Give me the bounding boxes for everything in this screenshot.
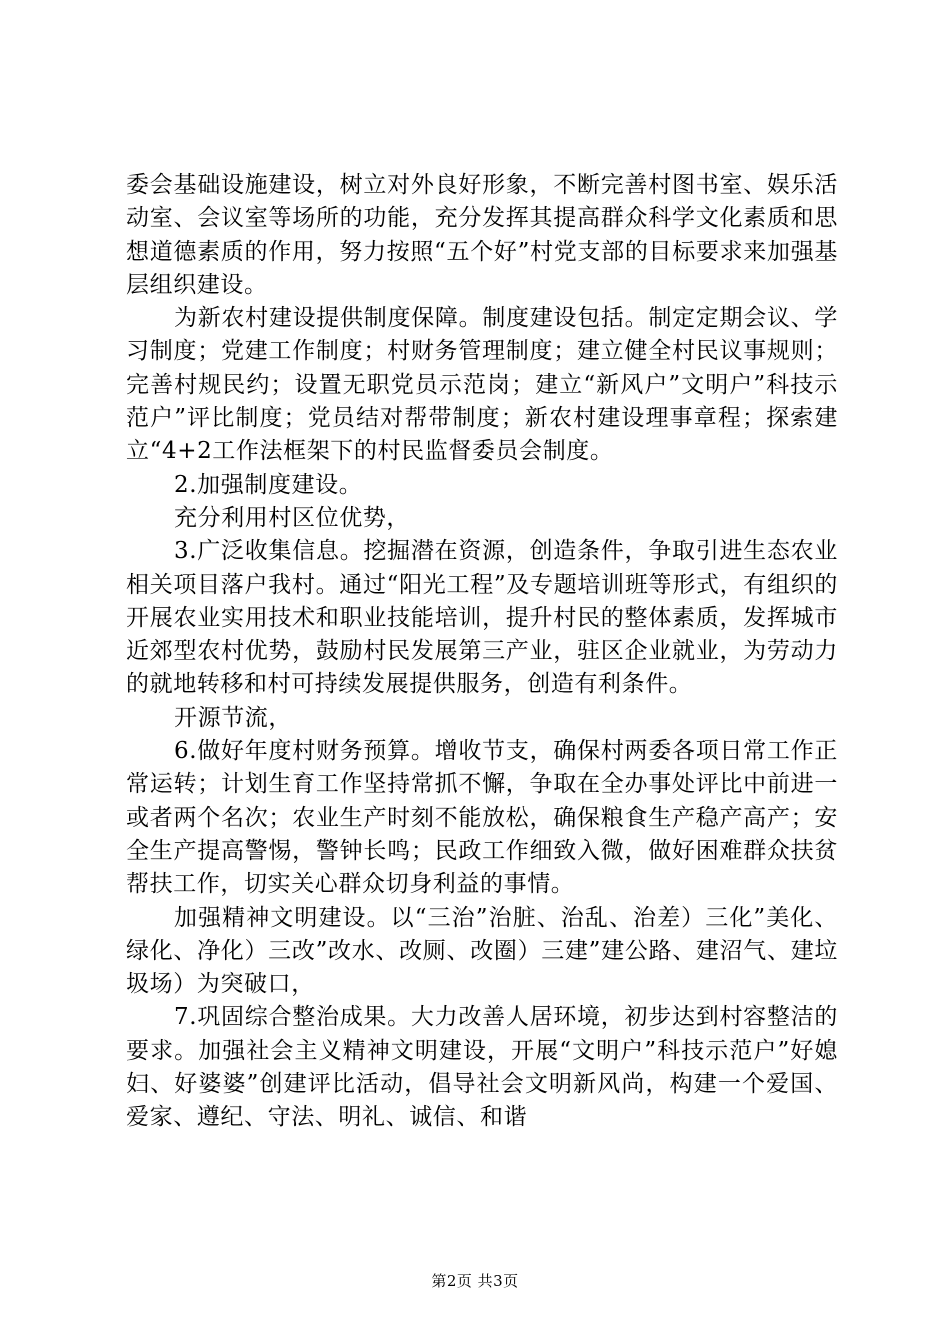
paragraph-9: 7.巩固综合整治成果。大力改善人居环境，初步达到村容整洁的要求。加强社会主义精神文明建设，开展“文明户”科技示范户”好媳妇、好婆婆”创建评比活动，倡导社会文明新风尚，构建一个爱国、爱家、遵纪、守法、明礼、诚信、和谐 — [126, 1004, 838, 1131]
paragraph-1: 委会基础设施建设，树立对外良好形象，不断完善村图书室、娱乐活动室、会议室等场所的功能，充分发挥其提高群众科学文化素质和思想道德素质的作用，努力按照“五个好”村党支部的目标要求来加强基层组织建设。 — [126, 172, 838, 298]
paragraph-8: 加强精神文明建设。以“三治”治脏、治乱、治差）三化”美化、绿化、净化）三改”改水、改厕、改圈）三建”建公路、建沼气、建垃圾场）为突破口， — [126, 904, 838, 998]
paragraph-4: 充分利用村区位优势， — [174, 504, 410, 531]
paragraph-5: 3.广泛收集信息。挖掘潜在资源，创造条件，争取引进生态农业相关项目落户我村。通过“阳光工程”及专题培训班等形式，有组织的开展农业实用技术和职业技能培训，提升村民的整体素质，发挥城市近郊型农村优势，鼓励村民发展第三产业，驻区企业就业，为劳动力的就地转移和村可持续发展提供服务，创造有利条件。 — [126, 538, 838, 698]
paragraph-3: 2.加强制度建设。 — [174, 471, 363, 498]
paragraph-7: 6.做好年度村财务预算。增收节支，确保村两委各项日常工作正常运转；计划生育工作坚持常抓不懈，争取在全办事处评比中前进一或者两个名次；农业生产时刻不能放松，确保粮食生产稳产高产；安全生产提高警惕，警钟长鸣；民政工作细致入微，做好困难群众扶贫帮扶工作，切实关心群众切身利益的事情。 — [126, 738, 838, 898]
page-number-footer: 第2页 共3页 — [431, 1272, 519, 1290]
paragraph-2: 为新农村建设提供制度保障。制度建设包括。制定定期会议、学习制度；党建工作制度；村财务管理制度；建立健全村民议事规则；完善村规民约；设置无职党员示范岗；建立“新风户”文明户”科技示范户”评比制度；党员结对帮带制度；新农村建设理事章程；探索建立“4+2工作法框架下的村民监督委员会制度。 — [126, 305, 838, 465]
paragraph-6: 开源节流， — [174, 704, 292, 731]
document-body — [126, 169, 838, 1135]
